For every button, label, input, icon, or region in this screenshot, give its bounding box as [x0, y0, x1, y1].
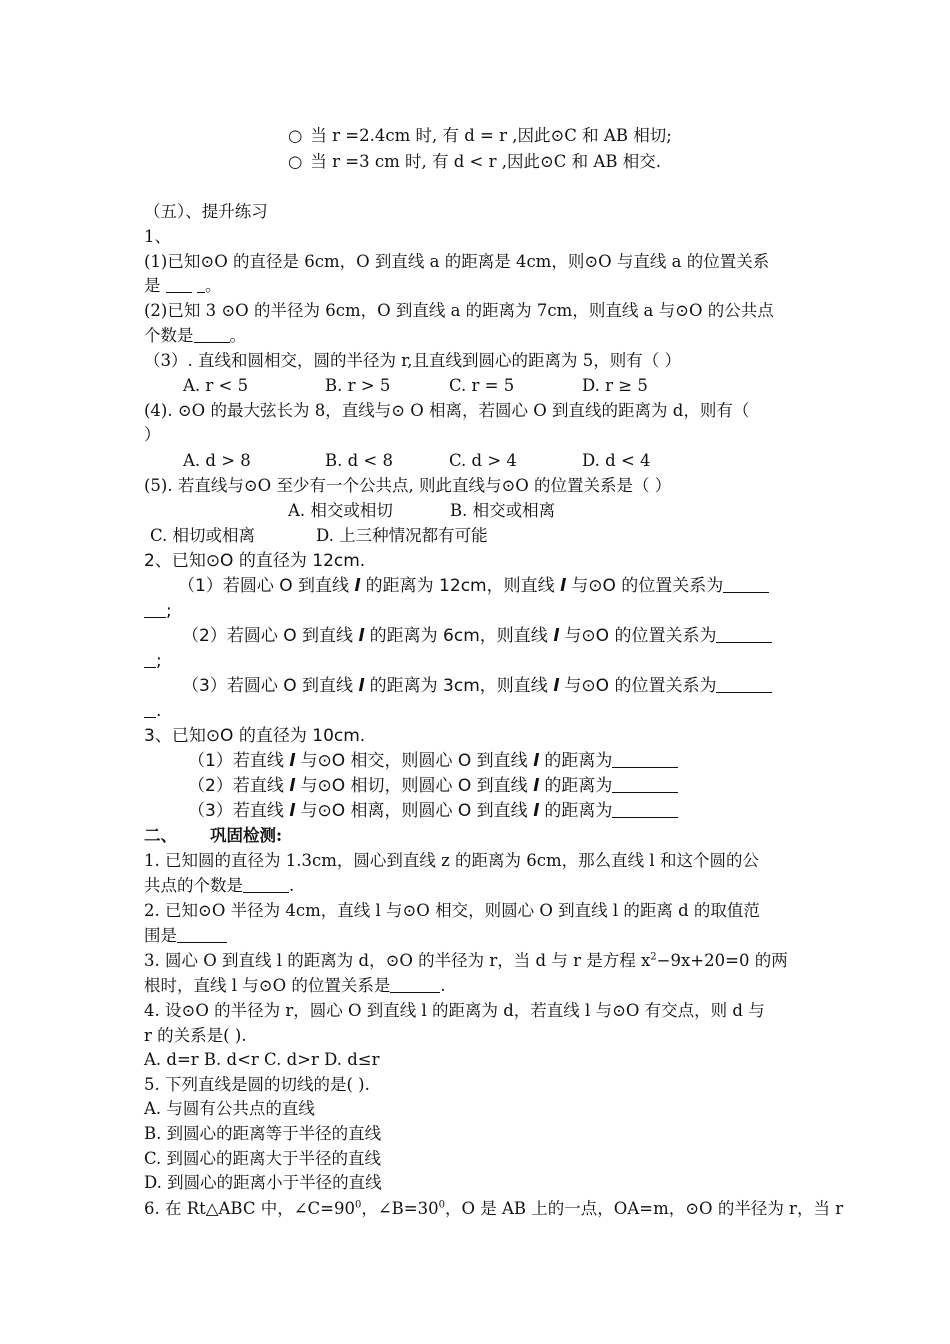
- text: 与⊙O 的位置关系为: [559, 676, 717, 696]
- variable-l: l: [553, 626, 560, 646]
- options-row: A. d=r B. d<r C. d>r D. d≤r: [144, 1050, 380, 1069]
- section-heading: [144, 824, 282, 848]
- question-line: [144, 874, 294, 898]
- text: 的距离为 6cm，则直线: [364, 626, 554, 646]
- question-line: 5. 下列直线是圆的切线的是( ).: [144, 1075, 370, 1094]
- text: 与⊙O 相切，则圆心 O 到直线: [295, 776, 534, 796]
- text: 根时，直线 l 与⊙O 的位置关系是: [144, 976, 391, 995]
- text: 个数是: [144, 326, 194, 345]
- text: 3. 圆心 O 到直线 l 的距离为 d，⊙O 的半径为 r，当 d 与 r 是方程 x: [144, 951, 651, 970]
- question-line: [188, 774, 678, 798]
- text: .: [156, 701, 162, 721]
- superscript: 2: [650, 951, 657, 963]
- question-line: [182, 674, 772, 698]
- text: 是: [144, 276, 166, 295]
- question-line: [182, 624, 772, 648]
- question-line: 2. 已知⊙O 半径为 4cm，直线 l 与⊙O 相交，则圆心 O 到直线 l 的距离 d 的取值范: [144, 901, 760, 920]
- text: .: [440, 976, 446, 995]
- text-line: [288, 124, 672, 148]
- section-heading: （五）、提升练习: [144, 202, 268, 221]
- answer-blank[interactable]: [612, 749, 678, 768]
- option-b: B. 到圆心的距离等于半径的直线: [144, 1124, 382, 1143]
- answer-blank[interactable]: [177, 924, 227, 943]
- text: ，∠B=30: [361, 1199, 439, 1218]
- bullet: ○: [288, 126, 303, 145]
- question-line: [144, 649, 162, 673]
- option-b: B. 相交或相离: [450, 501, 556, 520]
- question-line: [144, 274, 222, 298]
- text: 的距离为: [538, 751, 613, 771]
- question-line: 4. 设⊙O 的半径为 r，圆心 O 到直线 l 的距离为 d，若直线 l 与⊙O 有交点，则 d 与: [144, 1001, 765, 1020]
- question-line: 1. 已知圆的直径为 1.3cm，圆心到直线 z 的距离为 6cm，那么直线 l 和这个圆的公: [144, 851, 759, 870]
- text: （2）若圆心 O 到直线: [182, 626, 359, 646]
- text-line: [288, 150, 661, 174]
- text: 的距离为: [538, 776, 613, 796]
- text: 与⊙O 相离，则圆心 O 到直线: [295, 801, 534, 821]
- question-line: [144, 949, 788, 973]
- question-line: [144, 324, 246, 348]
- text: 。: [229, 326, 246, 345]
- variable-l: l: [358, 676, 365, 696]
- option-b: B. r > 5: [325, 376, 391, 395]
- question-line: ）: [144, 425, 161, 444]
- text: 共点的个数是: [144, 876, 243, 895]
- answer-blank[interactable]: [194, 324, 230, 343]
- options-row: [288, 499, 555, 523]
- text: ，O 是 AB 上的一点，OA=m，⊙O 的半径为 r，当 r: [445, 1199, 844, 1218]
- question-line: (1)已知⊙O 的直径是 6cm，O 到直线 a 的距离是 4cm，则⊙O 与直线 a 的位置关系: [144, 252, 770, 271]
- option-d: D. 到圆心的距离小于半径的直线: [144, 1173, 382, 1192]
- options-row: [150, 524, 488, 548]
- answer-blank[interactable]: [716, 674, 772, 693]
- options-row: [183, 374, 648, 398]
- question-number: 1、: [144, 227, 171, 246]
- answer-blank[interactable]: [723, 574, 769, 593]
- text: （3）若圆心 O 到直线: [182, 676, 359, 696]
- answer-blank[interactable]: [390, 974, 440, 993]
- answer-blank[interactable]: [144, 599, 166, 618]
- section-number: 二、: [144, 826, 177, 845]
- text: 6. 在 Rt△ABC 中，∠C=90: [144, 1199, 355, 1218]
- question-line: (2)已知 3 ⊙O 的半径为 6cm，O 到直线 a 的距离为 7cm，则直线 a 与⊙O 的公共点: [144, 301, 774, 320]
- question-line: [144, 1197, 843, 1221]
- answer-blank[interactable]: [612, 799, 678, 818]
- text: 的距离为 3cm，则直线: [364, 676, 554, 696]
- text: （1）若圆心 O 到直线: [178, 576, 355, 596]
- text: （3）若直线: [188, 801, 290, 821]
- variable-l: l: [289, 751, 296, 771]
- option-d: D. 上三种情况都有可能: [316, 526, 488, 545]
- question-line: r 的关系是( ).: [144, 1026, 247, 1045]
- text: 当 r =2.4cm 时, 有 d = r ,因此⊙C 和 AB 相切;: [310, 126, 672, 145]
- variable-l: l: [289, 776, 296, 796]
- variable-l: l: [560, 576, 566, 596]
- question-line: [188, 749, 678, 773]
- question-line: [178, 574, 769, 598]
- text: −9x+20=0 的两: [656, 951, 788, 970]
- question-line: 2、已知⊙O 的直径为 12cm.: [144, 551, 366, 571]
- option-a: A. r < 5: [183, 376, 249, 395]
- option-a: A. d > 8: [183, 451, 251, 470]
- question-line: [188, 799, 678, 823]
- variable-l: l: [358, 626, 365, 646]
- option-d: D. r ≥ 5: [582, 376, 648, 395]
- option-b: B. d < 8: [325, 451, 393, 470]
- question-line: [144, 924, 227, 948]
- answer-blank[interactable]: [716, 624, 772, 643]
- variable-l: l: [354, 576, 361, 596]
- question-line: （3）. 直线和圆相交，圆的半径为 r,且直线到圆心的距离为 5，则有（ ）: [144, 351, 682, 370]
- text: 与⊙O 的位置关系为: [565, 576, 724, 596]
- answer-blank[interactable]: [197, 274, 205, 293]
- text: 与⊙O 的位置关系为: [559, 626, 717, 646]
- variable-l: l: [533, 801, 539, 821]
- option-a: A. 相交或相切: [288, 501, 393, 520]
- option-c: C. 相切或相离: [150, 526, 256, 545]
- question-line: [144, 699, 161, 723]
- question-line: [144, 974, 446, 998]
- bullet: ○: [288, 152, 303, 171]
- text: ;: [156, 651, 162, 671]
- question-line: (4). ⊙O 的最大弦长为 8，直线与⊙ O 相离，若圆心 O 到直线的距离为 d，则有（: [144, 401, 750, 420]
- variable-l: l: [553, 676, 560, 696]
- answer-blank[interactable]: [144, 649, 156, 668]
- answer-blank[interactable]: [612, 774, 678, 793]
- text: 围是: [144, 926, 177, 945]
- options-row: [183, 449, 651, 473]
- option-c: C. 到圆心的距离大于半径的直线: [144, 1149, 382, 1168]
- answer-blank[interactable]: [144, 699, 156, 718]
- text: 的距离为 12cm，则直线: [360, 576, 560, 596]
- question-line: [144, 599, 172, 623]
- text: 当 r =3 cm 时, 有 d < r ,因此⊙C 和 AB 相交.: [310, 152, 661, 171]
- text: 的距离为: [538, 801, 613, 821]
- section-title: 巩固检测:: [210, 826, 283, 845]
- superscript: 0: [354, 1199, 362, 1211]
- variable-l: l: [533, 751, 539, 771]
- variable-l: l: [289, 801, 296, 821]
- question-line: 3、已知⊙O 的直径为 10cm.: [144, 726, 366, 746]
- option-a: A. 与圆有公共点的直线: [144, 1099, 315, 1118]
- option-d: D. d < 4: [582, 451, 651, 470]
- text: 与⊙O 相交，则圆心 O 到直线: [295, 751, 534, 771]
- variable-l: l: [533, 776, 539, 796]
- option-c: C. d > 4: [449, 451, 517, 470]
- text: 。: [205, 276, 222, 295]
- answer-blank[interactable]: [166, 274, 192, 293]
- question-line: (5). 若直线与⊙O 至少有一个公共点, 则此直线与⊙O 的位置关系是（ ）: [144, 476, 672, 495]
- text: ;: [166, 601, 172, 621]
- text: .: [289, 876, 295, 895]
- option-c: C. r = 5: [449, 376, 515, 395]
- text: （1）若直线: [188, 751, 290, 771]
- text: （2）若直线: [188, 776, 290, 796]
- superscript: 0: [438, 1199, 445, 1211]
- answer-blank[interactable]: [243, 874, 289, 893]
